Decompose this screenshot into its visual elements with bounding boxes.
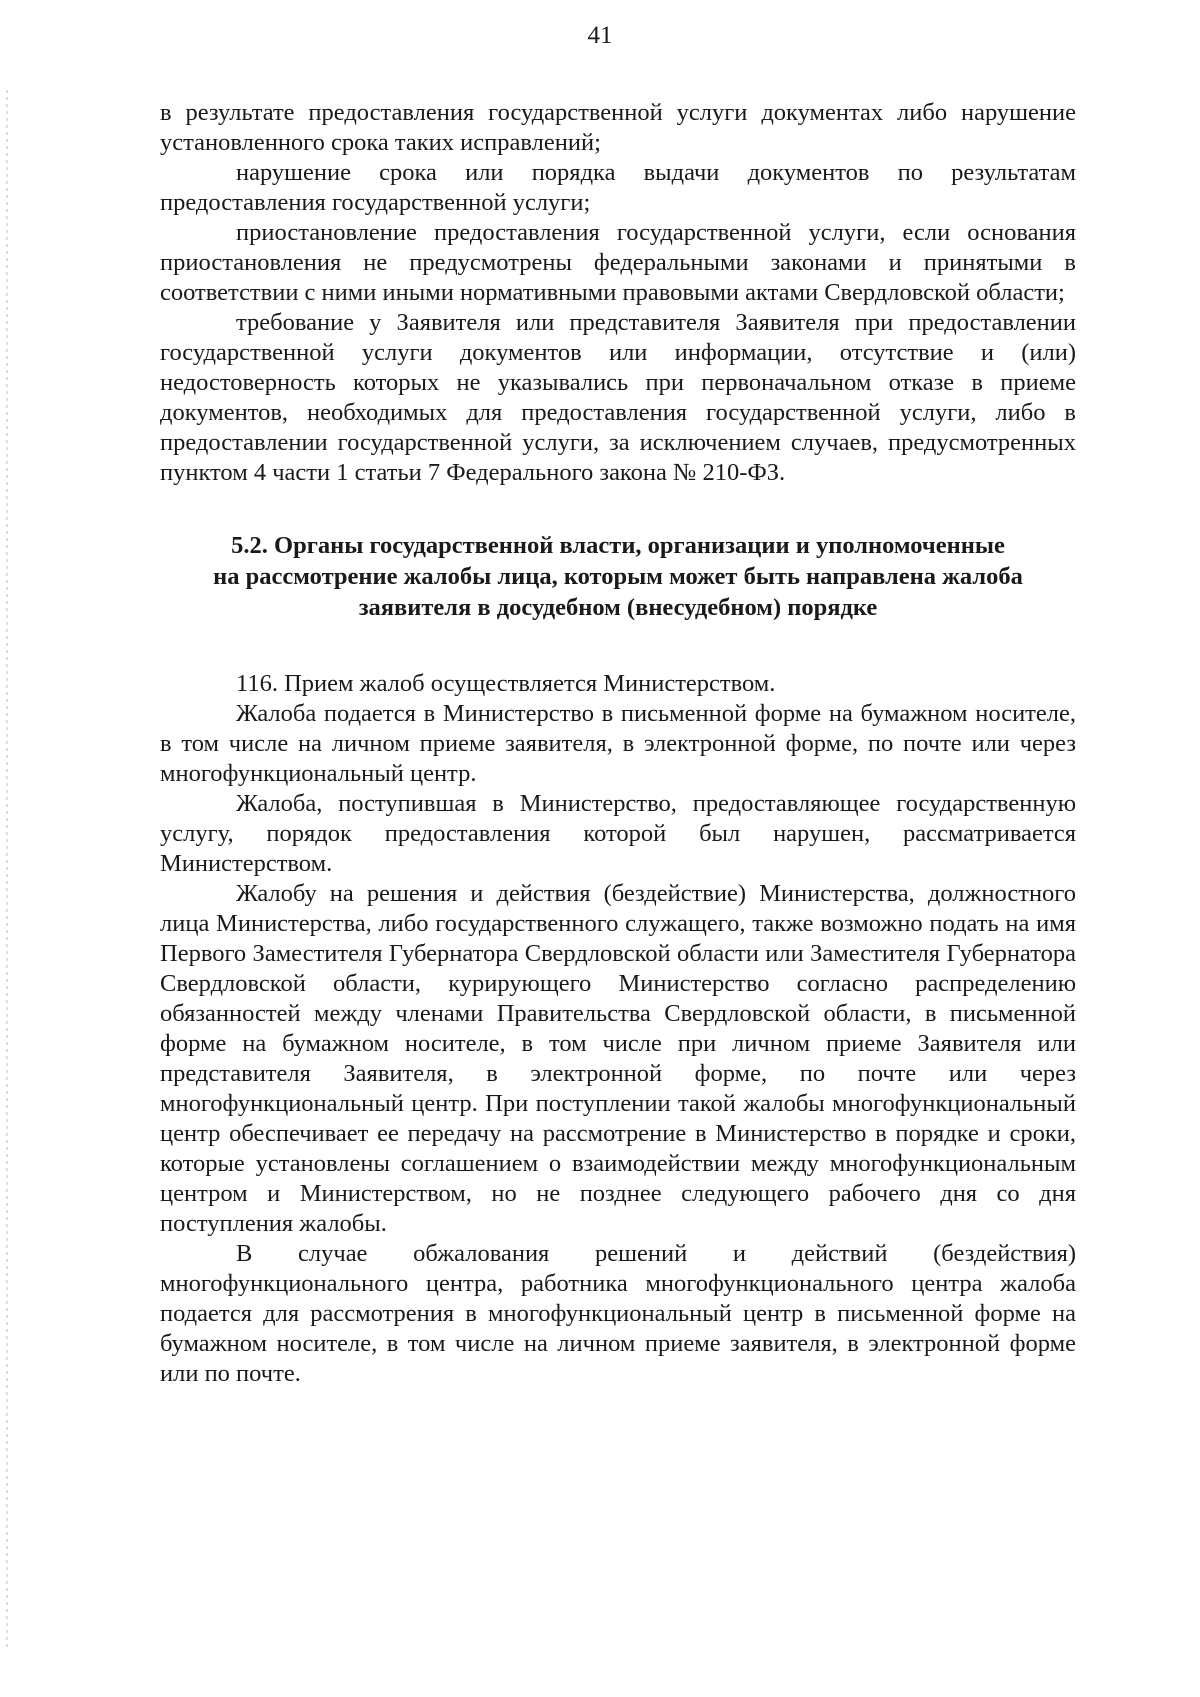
paragraph: 116. Прием жалоб осуществляется Министерством.: [236, 670, 776, 697]
paragraph: приостановление предоставления государственной услуги, если основания приостановления не предусмотрены федеральными законами и принятыми в соответствии с ними иными нормативными правовыми актами Свердловской области;: [160, 219, 1076, 306]
section-heading-line: заявителя в досудебном (внесудебном) порядке: [358, 594, 878, 621]
paragraph: В случае обжалования решений и действий (бездействия) многофункционального центра, работника многофункционального центра жалоба подается для рассмотрения в многофункциональный центр в письменной форме на бумажном носителе, в том числе на личном приеме заявителя, в электронной форме или по почте.: [160, 1240, 1076, 1387]
scan-edge-artifact: [6, 90, 8, 1650]
paragraph: Жалоба подается в Министерство в письменной форме на бумажном носителе, в том числе на личном приеме заявителя, в электронной форме, по почте или через многофункциональный центр.: [160, 700, 1076, 787]
paragraph: в результате предоставления государственной услуги документах либо нарушение установленного срока таких исправлений;: [160, 99, 1076, 156]
section-heading-line: на рассмотрение жалобы лица, которым может быть направлена жалоба: [213, 563, 1023, 590]
paragraph: требование у Заявителя или представителя Заявителя при предоставлении государственной услуги документов или информации, отсутствие и (или) недостоверность которых не указывались при первоначальном отказе в приеме документов, необходимых для предоставления государственной услуги, либо в предоставлении государственной услуги, за исключением случаев, предусмотренных пунктом 4 части 1 статьи 7 Федерального закона № 210-ФЗ.: [160, 309, 1076, 486]
page-number: 41: [587, 22, 613, 49]
section-heading: [160, 530, 1076, 623]
document-body: [160, 98, 1076, 1389]
paragraph: нарушение срока или порядка выдачи документов по результатам предоставления государственной услуги;: [160, 159, 1076, 216]
paragraph: Жалоба, поступившая в Министерство, предоставляющее государственную услугу, порядок предоставления которой был нарушен, рассматривается Министерством.: [160, 790, 1076, 877]
paragraph: Жалобу на решения и действия (бездействие) Министерства, должностного лица Министерства, либо государственного служащего, также возможно подать на имя Первого Заместителя Губернатора Свердловской области или Заместителя Губернатора Свердловской области, курирующего Министерство согласно распределению обязанностей между членами Правительства Свердловской области, в письменной форме на бумажном носителе, в том числе при личном приеме Заявителя или представителя Заявителя, в электронной форме, по почте или через многофункциональный центр. При поступлении такой жалобы многофункциональный центр обеспечивает ее передачу на рассмотрение в Министерство в порядке и сроки, которые установлены соглашением о взаимодействии между многофункциональным центром и Министерством, но не позднее следующего рабочего дня со дня поступления жалобы.: [160, 880, 1076, 1237]
section-heading-line: 5.2. Органы государственной власти, организации и уполномоченные: [231, 532, 1005, 559]
